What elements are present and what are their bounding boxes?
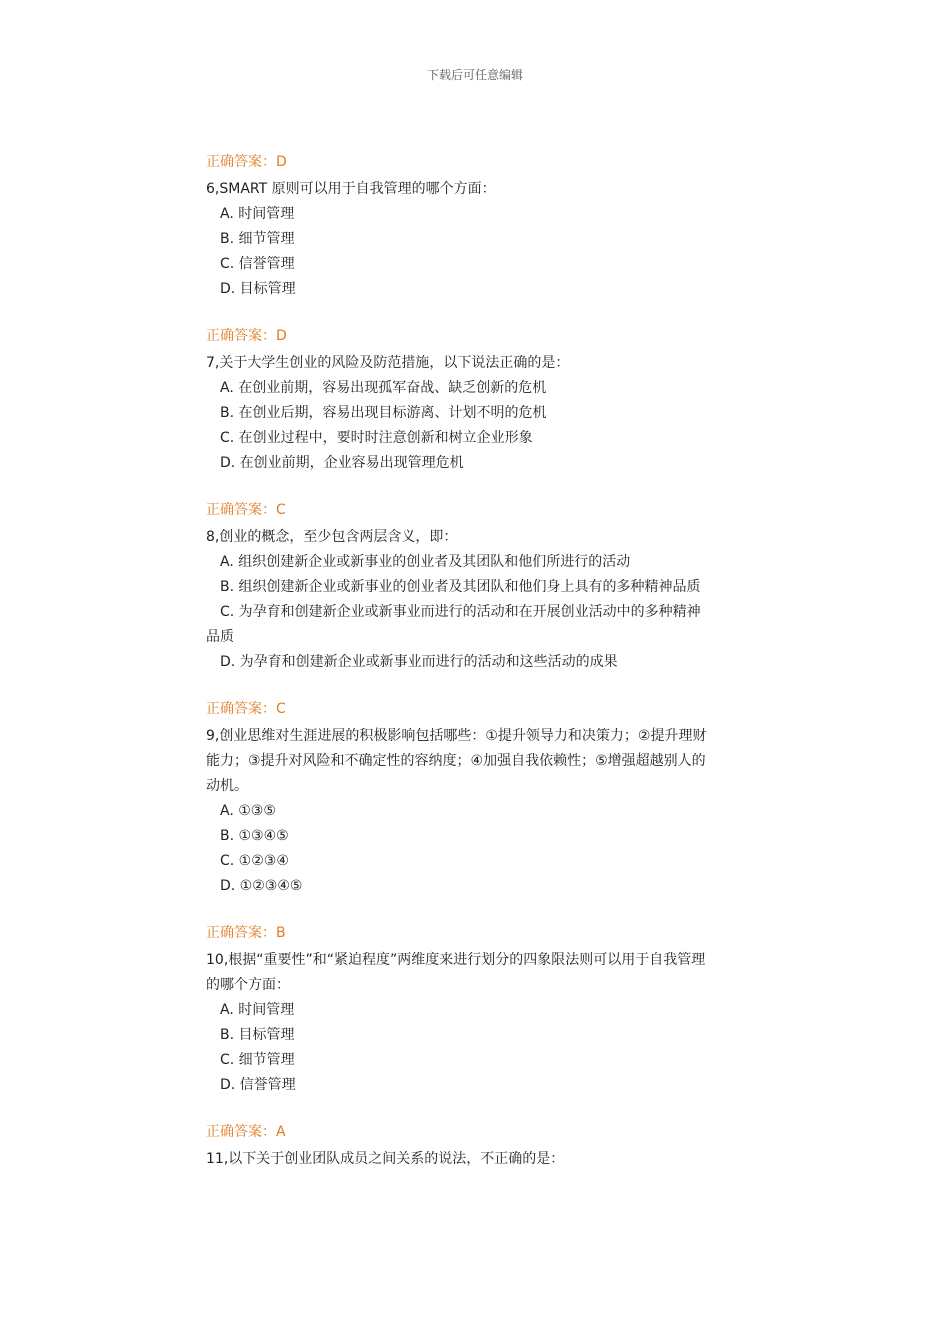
- question-text: 6,SMART 原则可以用于自我管理的哪个方面：: [206, 181, 496, 197]
- option-c: C. 细节管理: [220, 1052, 295, 1068]
- question-block-7: [206, 324, 712, 476]
- correct-answer: 正确答案：B: [206, 925, 286, 941]
- correct-answer: 正确答案：C: [206, 502, 286, 518]
- correct-answer: 正确答案：D: [206, 154, 287, 170]
- question-text: 8,创业的概念，至少包含两层含义，即：: [206, 529, 458, 545]
- correct-answer: 正确答案：C: [206, 701, 286, 717]
- correct-answer: 正确答案：D: [206, 328, 287, 344]
- option-d: D. 在创业前期，企业容易出现管理危机: [220, 455, 464, 471]
- question-text: 7,关于大学生创业的风险及防范措施，以下说法正确的是：: [206, 355, 570, 371]
- page-header: 下载后可任意编辑: [426, 68, 523, 82]
- correct-answer: 正确答案：A: [206, 1124, 286, 1140]
- question-block-6: [206, 150, 712, 302]
- option-b: B. ①③④⑤: [220, 828, 289, 844]
- question-block-10: [206, 921, 712, 1098]
- option-b: B. 组织创建新企业或新事业的创业者及其团队和他们身上具有的多种精神品质: [220, 579, 701, 595]
- option-d: D. 目标管理: [220, 281, 296, 297]
- question-list: [206, 150, 712, 1172]
- option-a: A. 时间管理: [220, 1002, 295, 1018]
- question-text: 11,以下关于创业团队成员之间关系的说法，不正确的是：: [206, 1151, 565, 1167]
- question-text: 9,创业思维对生涯进展的积极影响包括哪些：①提升领导力和决策力；②提升理财能力；③提升对风险和不确定性的容纳度；④加强自我依赖性；⑤增强超越别人的动机。: [206, 728, 707, 794]
- option-a: A. 时间管理: [220, 206, 295, 222]
- question-block-9: [206, 697, 712, 899]
- option-c: C. 为孕育和创建新企业或新事业而进行的活动和在开展创业活动中的多种精神品质: [206, 604, 701, 645]
- option-d: D. 信誉管理: [220, 1077, 296, 1093]
- question-text: 10,根据“重要性”和“紧迫程度”两维度来进行划分的四象限法则可以用于自我管理的哪个方面：: [206, 952, 706, 993]
- option-d: D. 为孕育和创建新企业或新事业而进行的活动和这些活动的成果: [220, 654, 618, 670]
- option-c: C. 信誉管理: [220, 256, 295, 272]
- option-b: B. 在创业后期，容易出现目标游离、计划不明的危机: [220, 405, 547, 421]
- option-c: C. ①②③④: [220, 853, 289, 869]
- option-a: A. 在创业前期，容易出现孤军奋战、缺乏创新的危机: [220, 380, 547, 396]
- question-block-11: [206, 1120, 712, 1172]
- option-b: B. 目标管理: [220, 1027, 295, 1043]
- option-a: A. 组织创建新企业或新事业的创业者及其团队和他们所进行的活动: [220, 554, 631, 570]
- question-block-8: [206, 498, 712, 675]
- option-c: C. 在创业过程中，要时时注意创新和树立企业形象: [220, 430, 533, 446]
- option-d: D. ①②③④⑤: [220, 878, 303, 894]
- option-b: B. 细节管理: [220, 231, 295, 247]
- option-a: A. ①③⑤: [220, 803, 276, 819]
